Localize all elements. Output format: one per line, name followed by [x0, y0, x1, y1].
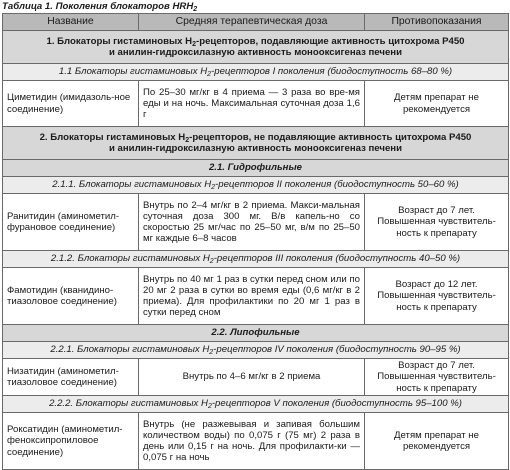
header-contraindications: Противопоказания [365, 14, 509, 31]
drug-name: Циметидин (имидазоль-ное соединение) [3, 81, 139, 127]
group-2-2-2-row [3, 396, 509, 413]
drug-contraindications: Возраст до 7 лет. Повышенная чувствитель-ность к препарату [365, 359, 509, 396]
group-2-1-1-title: 2.1.1. Блокаторы гистаминовых $H_2$-рецепторов II поколения (биодоступность 50–60 %) [3, 177, 509, 194]
lipophilic-title: 2.2. Липофильные [3, 325, 509, 342]
lipophilic-row [3, 325, 509, 342]
drug-contraindications: Детям препарат не рекомендуется [365, 413, 509, 470]
drug-name: Роксатидин (аминометил-феноксипропиловое соединение) [3, 413, 139, 470]
group-1-1-title: 1.1 Блокаторы гистаминовых $H_2$-рецепторов I поколения (биодоступность 68–80 %) [3, 64, 509, 81]
group-2-2-1-row [3, 342, 509, 359]
header-dose: Средняя терапевтическая доза [139, 14, 365, 31]
drug-name: Ранитидин (аминометил-фурановое соединение) [3, 194, 139, 251]
drug-name: Низатидин (аминометил-тиазоловое соединение) [3, 359, 139, 396]
header-row [3, 14, 509, 31]
hydrophilic-row [3, 160, 509, 177]
table-row [3, 81, 509, 127]
drug-contraindications: Детям препарат не рекомендуется [365, 81, 509, 127]
table-row [3, 413, 509, 470]
drug-name: Фамотидин (кванидино-тиазоловое соединение) [3, 268, 139, 325]
group-2-1-1-row [3, 177, 509, 194]
section-1-row [3, 31, 509, 64]
drug-dose: Внутрь (не разжевывая и запивая большим количеством воды) по 0,075 г (75 мг) 2 раза в день или 0,15 г на ночь. Для профилакти-ки — 0,075 г на ночь [139, 413, 365, 470]
drug-dose: По 25–30 мг/кг в 4 приема — 3 раза во вре-мя еды и на ночь. Максимальная суточная доза 1,6 г [139, 81, 365, 127]
group-2-2-2-title: 2.2.2. Блокаторы гистаминовых $H_2$-рецепторов V поколения (биодоступность 95–100 %) [3, 396, 509, 413]
drug-dose: Внутрь по 2–4 мг/кг в 2 приема. Макси-мальная суточная доза 300 мг. В/в капель-но со скоростью 25 мг/час по 25–50 мг, в/м по 25–50 мг каждые 6–8 часов [139, 194, 365, 251]
header-name: Название [3, 14, 139, 31]
drug-dose: Внутрь по 4–6 мг/кг в 2 приема [139, 359, 365, 396]
section-2-title: 2. Блокаторы гистаминовых $H_2$-рецепторов, не подавляющие активность цитохрома P450 и анилин-гидроксилазную активность монооксигеназ печени [3, 127, 509, 160]
section-1-title: 1. Блокаторы гистаминовых $H_2$-рецепторов, подавляющие активность цитохрома P450 и анилин-гидроксилазную активность монооксигеназ печени [3, 31, 509, 64]
group-2-1-2-row [3, 251, 509, 268]
table-caption: Таблица 1. Поколения блокаторов $HRH_2$ [2, 1, 198, 13]
group-1-1-row [3, 64, 509, 81]
h2-blockers-table [2, 13, 509, 470]
table-row [3, 268, 509, 325]
group-2-1-2-title: 2.1.2. Блокаторы гистаминовых $H_2$-рецепторов III поколения (биодоступность 40–50 %) [3, 251, 509, 268]
table-row [3, 194, 509, 251]
table-row [3, 359, 509, 396]
group-2-2-1-title: 2.2.1. Блокаторы гистаминовых $H_2$-рецепторов IV поколения (биодоступность 90–95 %) [3, 342, 509, 359]
drug-contraindications: Возраст до 7 лет. Повышенная чувствитель-ность к препарату [365, 194, 509, 251]
drug-dose: Внутрь по 40 мг 1 раз в сутки перед сном или по 20 мг 2 раза в сутки во время еды (0,6 мг/кг в 2 приема). Для профилактики по 20 мг 1 раз в сутки перед сном [139, 268, 365, 325]
drug-contraindications: Возраст до 12 лет. Повышенная чувствитель-ность к препарату [365, 268, 509, 325]
section-2-row [3, 127, 509, 160]
hydrophilic-title: 2.1. Гидрофильные [3, 160, 509, 177]
